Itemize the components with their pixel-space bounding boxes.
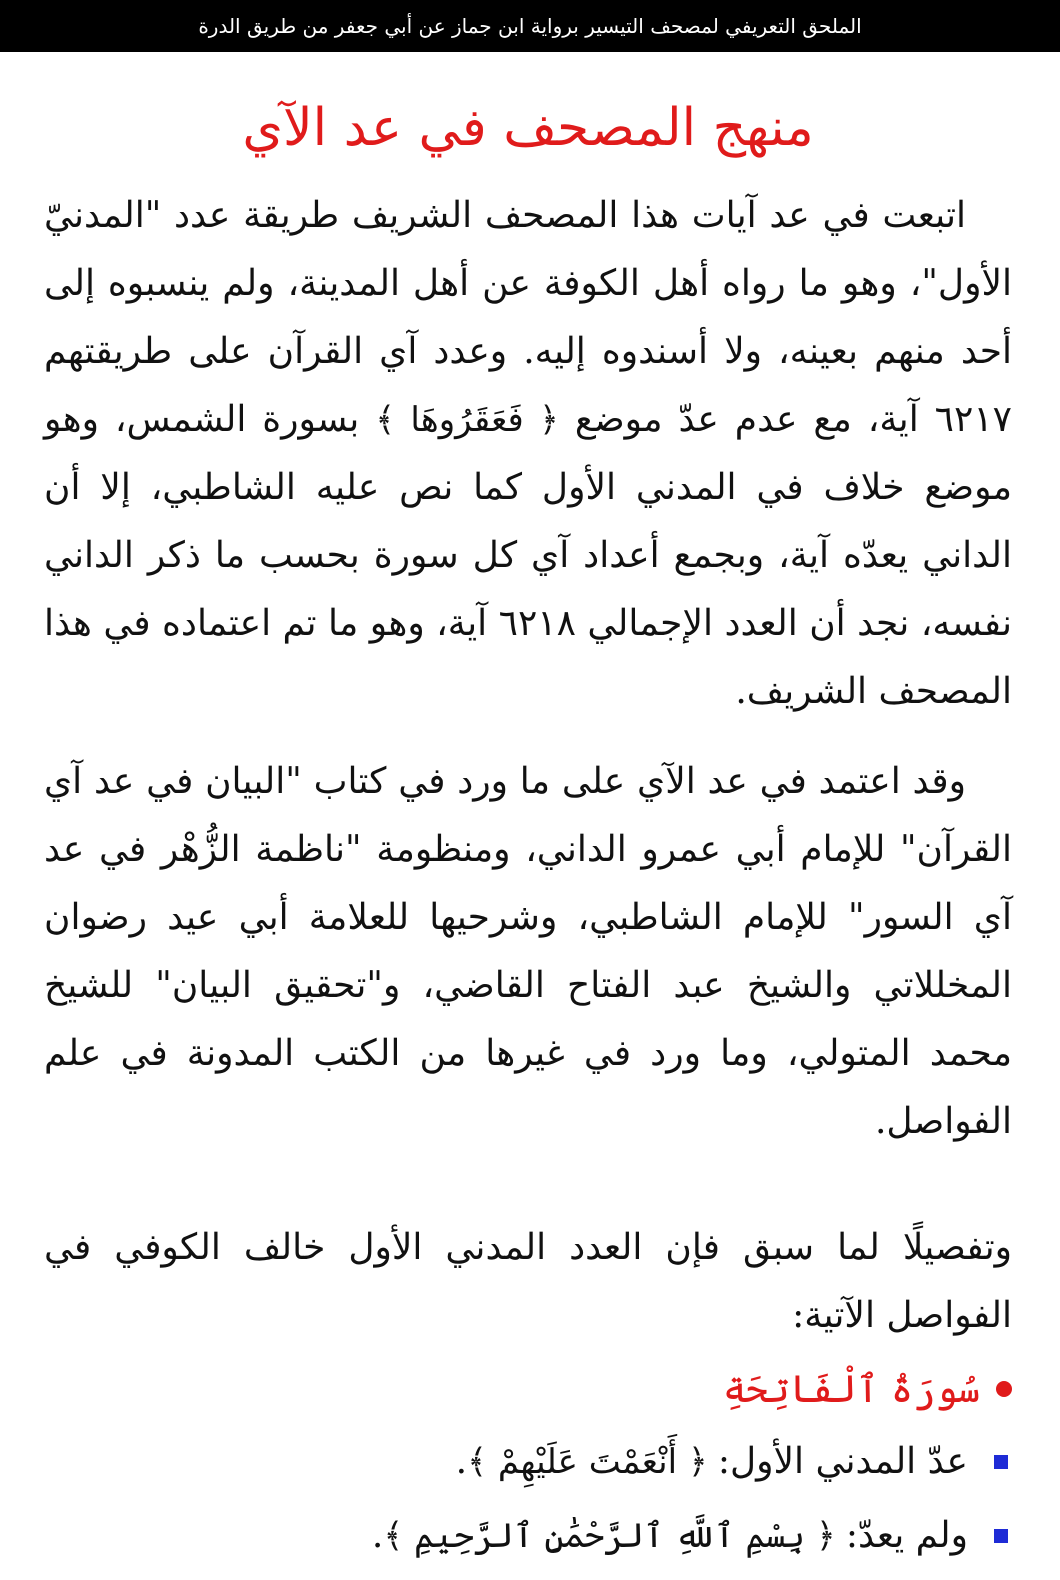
counted-verse: ﴿ أَنْعَمْتَ عَلَيْهِمْ ﴾ <box>467 1442 708 1482</box>
counted-verse-end: . <box>455 1441 468 1482</box>
surah-detail-not-counted <box>44 1500 1012 1572</box>
paragraph-counting-method <box>44 182 1012 726</box>
blue-square-bullet-icon <box>994 1529 1008 1543</box>
running-header <box>0 0 1060 52</box>
quran-word-faaqaruha: ﴿ فَعَقَرُوهَا ﴾ <box>375 400 559 440</box>
paragraph-sources: وقد اعتمد في عد الآي على ما ورد في كتاب "البيان في عد آي القرآن" للإمام أبي عمرو الداني، ومنظومة "ناظمة الزُّهْر في عد آي السور" للإمام الشاطبي، وشرحيها للعلامة أبي عيد رضوان المخللاتي والشيخ عبد الفتاح القاضي، و"تحقيق البيان" للشيخ محمد المتولي، وما ورد في غيرها من الكتب المدونة في علم الفواصل. <box>44 761 1012 1142</box>
paragraph-1-text-start: اتبعت في عد آيات هذا المصحف الشريف طريقة عدد "المدنيّ الأول"، وهو ما رواه أهل الكوفة عن أهل المدينة، ولم ينسبوه إلى أحد منهم بعينه، ولا أسندوه إليه. وعدد آي القرآن على طريقتهم ٦٢١٧ آية، مع عدم عدّ موضع <box>44 195 1012 440</box>
red-bullet-icon <box>996 1381 1012 1397</box>
not-counted-label: ولم يعدّ: <box>845 1515 968 1556</box>
blue-square-bullet-icon <box>994 1455 1008 1469</box>
not-counted-verse: ﴿ بِسْمِ ٱللَّهِ ٱلرَّحْمَٰنِ ٱلرَّحِيمِ ﴾ <box>383 1516 836 1556</box>
not-counted-verse-end: . <box>371 1515 384 1556</box>
surah-detail-counted <box>44 1426 1012 1498</box>
surah-name-al-fatiha: سُورَةُ ٱلْفَاتِحَةِ <box>722 1367 980 1411</box>
counted-label: عدّ المدني الأول: <box>717 1441 968 1482</box>
surah-list-item <box>44 1354 1012 1424</box>
section-title: منهج المصحف في عد الآي <box>242 98 814 158</box>
running-header-text: الملحق التعريفي لمصحف التيسير برواية ابن جماز عن أبي جعفر من طريق الدرة <box>198 14 862 38</box>
paragraph-1-text-end: بسورة الشمس، وهو موضع خلاف في المدني الأول كما نص عليه الشاطبي، إلا أن الداني يعدّه آية، وبجمع أعداد آي كل سورة بحسب ما ذكر الداني نفسه، نجد أن العدد الإجمالي ٦٢١٨ آية، وهو ما تم اعتماده في هذا المصحف الشريف. <box>44 399 1013 712</box>
paragraph-details-intro: وتفصيلًا لما سبق فإن العدد المدني الأول خالف الكوفي في الفواصل الآتية: <box>44 1227 1012 1336</box>
page-body <box>0 52 1060 1580</box>
